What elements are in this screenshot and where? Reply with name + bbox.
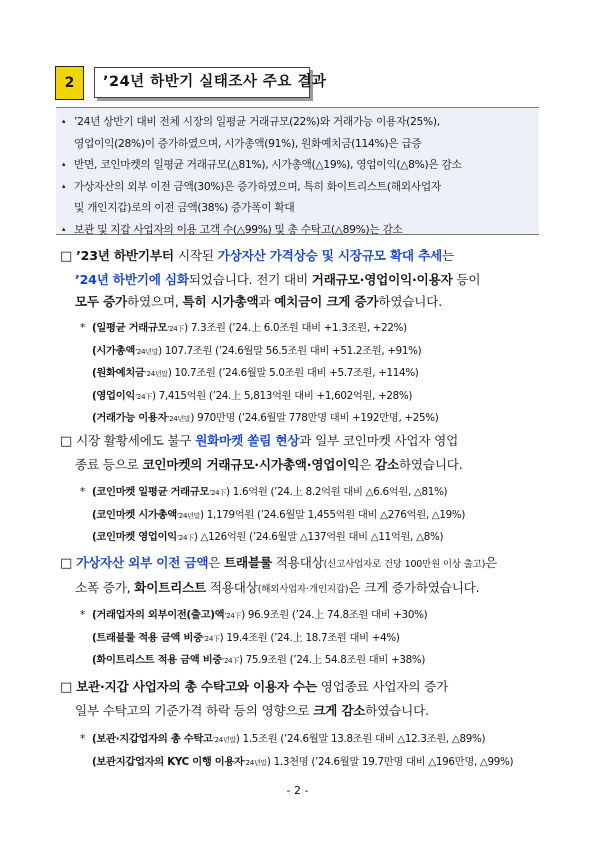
detail-text: ’24년말 bbox=[144, 370, 168, 378]
text-span: 는 bbox=[442, 248, 454, 263]
detail-text: ’24下 bbox=[135, 392, 152, 401]
text-span: 은 크게 증가하였습니다. bbox=[348, 579, 480, 595]
detail-line bbox=[80, 605, 550, 628]
text-span: 특히 시가총액 bbox=[182, 294, 259, 309]
detail-text: (거래가능 이용자 bbox=[92, 412, 168, 424]
detail-line bbox=[80, 527, 550, 550]
asterisk-icon: * bbox=[80, 486, 85, 498]
text-span: 하였으며, bbox=[127, 294, 183, 309]
text-span: 하였습니다. bbox=[378, 294, 443, 309]
detail-text: (일평균 거래규모 bbox=[92, 322, 168, 334]
text-span: 코인마켓의 거래규모·시가총액·영업이익 bbox=[142, 456, 360, 472]
text-span: (해외사업자·개인지갑) bbox=[257, 583, 349, 595]
text-span: 모두 증가 bbox=[75, 294, 128, 309]
section-number: 2 bbox=[55, 66, 84, 100]
detail-line bbox=[80, 363, 550, 386]
triangle-bullet-icon: ▴ bbox=[62, 181, 66, 190]
detail-text: (트래블룰 적용 금액 비중 bbox=[92, 631, 203, 644]
paragraph-external-transfer bbox=[60, 552, 540, 601]
text-span: 등이 bbox=[452, 271, 481, 287]
summary-item bbox=[62, 154, 539, 176]
summary-line: 보관 및 지갑 사업자의 이용 고객 수(△99%) 및 총 수탁고(△89%)는 감소 bbox=[74, 222, 403, 236]
text-span: 은 bbox=[359, 456, 375, 472]
detail-text: ’24下 bbox=[167, 325, 185, 333]
text-span: 트래블룰 bbox=[224, 555, 272, 570]
detail-line bbox=[80, 386, 550, 409]
detail-text: ) 7,415억원 (’24.上 5,813억원 대비 +1,602억원, +28%) bbox=[151, 389, 413, 402]
text-span: 화이트리스트 bbox=[134, 579, 207, 595]
detail-text: ’24년말 bbox=[212, 736, 236, 744]
detail-text: (화이트리스트 적용 금액 비중 bbox=[92, 654, 223, 666]
detail-list-custody bbox=[80, 729, 550, 774]
highlight-text: 가상자산 외부 이전 금액 bbox=[76, 555, 209, 570]
summary-line: 가상자산의 외부 이전 금액(30%)은 증가하였으며, 특히 화이트리스트(해외사업자 bbox=[74, 179, 441, 193]
text-span: 적용대상 bbox=[206, 579, 258, 595]
text-span: 은 bbox=[485, 555, 498, 570]
text-span: 하였습니다. bbox=[398, 456, 463, 472]
text-span: 은 bbox=[208, 555, 225, 570]
text-span: 과 bbox=[258, 294, 275, 309]
summary-line: 및 개인지갑)로의 이전 금액(38%) 증가폭이 확대 bbox=[74, 201, 295, 214]
detail-text: ) 1.5조원 (’24.6월말 13.8조원 대비 △12.3조원, △89%) bbox=[235, 733, 486, 745]
detail-line bbox=[80, 650, 550, 673]
paragraph-market-growth bbox=[60, 245, 540, 314]
text-span: 하였습니다. bbox=[365, 702, 429, 718]
summary-line: 영업이익(28%)이 증가하였으며, 시가총액(91%), 원화예치금(114%)은 급증 bbox=[74, 136, 422, 150]
detail-text: ) 10.7조원 (’24.6월말 5.0조원 대비 +5.7조원, +114%) bbox=[167, 367, 419, 379]
detail-text: ’24下 bbox=[176, 534, 194, 542]
detail-line bbox=[80, 752, 550, 775]
text-span: 보관·지갑 사업자의 총 수탁고와 이용자 수는 bbox=[76, 679, 317, 694]
summary-item bbox=[62, 176, 539, 219]
detail-text: ) 96.9조원 (’24.上 74.8조원 대비 +30%) bbox=[241, 609, 428, 621]
text-span: 종료 등으로 bbox=[75, 456, 143, 472]
detail-text: ’24下 bbox=[202, 634, 220, 643]
detail-text: (보관·지갑업자의 총 수탁고 bbox=[92, 733, 213, 745]
detail-line bbox=[80, 482, 550, 505]
text-span: 시장 활황세에도 불구 bbox=[76, 433, 196, 448]
detail-text: ’24년말 bbox=[176, 511, 201, 520]
detail-text: ) 1.3천명 (’24.6월말 19.7만명 대비 △196만명, △99%) bbox=[266, 755, 514, 768]
detail-text: ’24년말 bbox=[243, 758, 267, 767]
text-span: (신고사업자로 건당 100만원 이상 출고) bbox=[323, 559, 486, 570]
asterisk-icon: * bbox=[80, 733, 85, 745]
detail-text: ’24下 bbox=[209, 489, 227, 497]
detail-line bbox=[80, 408, 550, 431]
text-span: 감소 bbox=[375, 456, 399, 472]
checkbox-square-icon: □ bbox=[60, 680, 73, 695]
text-span: 예치금이 크게 증가 bbox=[274, 294, 379, 309]
highlight-text: 가상자산 가격상승 및 시장규모 확대 추세 bbox=[217, 248, 443, 263]
checkbox-square-icon: □ bbox=[60, 249, 73, 264]
detail-text: ) 970만명 (’24.6월말 778만명 대비 +192만명, +25%) bbox=[190, 412, 439, 424]
text-span: 적용대상 bbox=[271, 555, 324, 570]
detail-text: (원화예치금 bbox=[92, 367, 145, 379]
detail-text: ) 7.3조원 (’24.上 6.0조원 대비 +1.3조원, +22%) bbox=[184, 322, 407, 334]
page-number: - 2 - bbox=[286, 784, 309, 797]
detail-text: ’24년말 bbox=[167, 415, 191, 423]
checkbox-square-icon: □ bbox=[60, 556, 73, 571]
detail-text: (보관지갑업자의 KYC 이행 이용자 bbox=[92, 755, 244, 768]
summary-line: 반면, 코인마켓의 일평균 거래규모(△81%), 시가총액(△19%), 영업이익(△8%)은 감소 bbox=[74, 158, 462, 171]
detail-list-market bbox=[80, 318, 550, 431]
detail-text: (코인마켓 시가총액 bbox=[92, 508, 177, 521]
detail-text: (거래업자의 외부이전(출고)액 bbox=[92, 609, 225, 621]
summary-item bbox=[62, 111, 539, 154]
text-span: ’23년 하반기부터 bbox=[76, 248, 178, 263]
detail-text: (코인마켓 일평균 거래규모 bbox=[92, 486, 210, 498]
checkbox-square-icon: □ bbox=[60, 434, 73, 449]
triangle-bullet-icon: ▴ bbox=[62, 224, 66, 233]
section-title: ’24년 하반기 실태조사 주요 결과 bbox=[94, 67, 310, 98]
detail-text: ) 19.4조원 (’24.上 18.7조원 대비 +4%) bbox=[219, 631, 400, 644]
detail-text: ) 1.6억원 (’24.上 8.2억원 대비 △6.6억원, △81%) bbox=[226, 486, 448, 498]
detail-line bbox=[80, 341, 550, 364]
detail-text: (시가총액 bbox=[92, 344, 135, 357]
triangle-bullet-icon: ▴ bbox=[62, 117, 66, 125]
detail-text: ) 75.9조원 (’24.上 54.8조원 대비 +38%) bbox=[238, 654, 426, 666]
text-span: 크게 감소 bbox=[313, 702, 366, 718]
text-span: 거래규모·영업이익·이용자 bbox=[311, 271, 453, 287]
detail-list-transfer bbox=[80, 605, 550, 673]
triangle-bullet-icon: ▴ bbox=[62, 160, 66, 168]
detail-text: (코인마켓 영업이익 bbox=[92, 531, 177, 543]
asterisk-icon: * bbox=[80, 609, 85, 621]
text-span: 시작된 bbox=[177, 248, 218, 263]
paragraph-coin-market bbox=[60, 430, 540, 476]
detail-list-coin-market bbox=[80, 482, 550, 550]
summary-line: ’24년 상반기 대비 전체 시장의 일평균 거래규모(22%)와 거래가능 이용자(25%), bbox=[74, 115, 440, 128]
highlight-text: 원화마켓 쏠림 현상 bbox=[195, 433, 300, 448]
detail-line bbox=[80, 318, 550, 341]
detail-text: ) △126억원 (’24.6월말 △137억원 대비 △11억원, △8%) bbox=[193, 531, 444, 543]
paragraph-custody-wallet bbox=[60, 676, 540, 722]
detail-text: ) 1,179억원 (’24.6월말 1,455억원 대비 △276억원, △19%) bbox=[200, 508, 466, 521]
text-span: 과 일부 코인마켓 사업자 영업 bbox=[299, 433, 459, 448]
summary-box bbox=[56, 107, 539, 235]
detail-text: ’24下 bbox=[224, 612, 242, 620]
text-span: 일부 수탁고의 기준가격 하락 등의 영향으로 bbox=[75, 702, 314, 718]
highlight-text: ’24년 하반기에 심화 bbox=[75, 271, 189, 287]
summary-item bbox=[62, 219, 539, 241]
detail-line bbox=[80, 628, 550, 651]
detail-line bbox=[80, 505, 550, 528]
detail-text: (영업이익 bbox=[92, 389, 135, 402]
detail-text: ’24년말 bbox=[135, 347, 159, 356]
detail-text: ) 107.7조원 (’24.6월말 56.5조원 대비 +51.2조원, +91%) bbox=[158, 344, 422, 357]
text-span: 되었습니다. 전기 대비 bbox=[188, 271, 312, 287]
text-span: 영업종료 사업자의 증가 bbox=[316, 679, 449, 694]
asterisk-icon: * bbox=[80, 322, 85, 334]
detail-line bbox=[80, 729, 550, 752]
text-span: 소폭 증가, bbox=[75, 579, 135, 595]
detail-text: ’24下 bbox=[222, 657, 239, 665]
